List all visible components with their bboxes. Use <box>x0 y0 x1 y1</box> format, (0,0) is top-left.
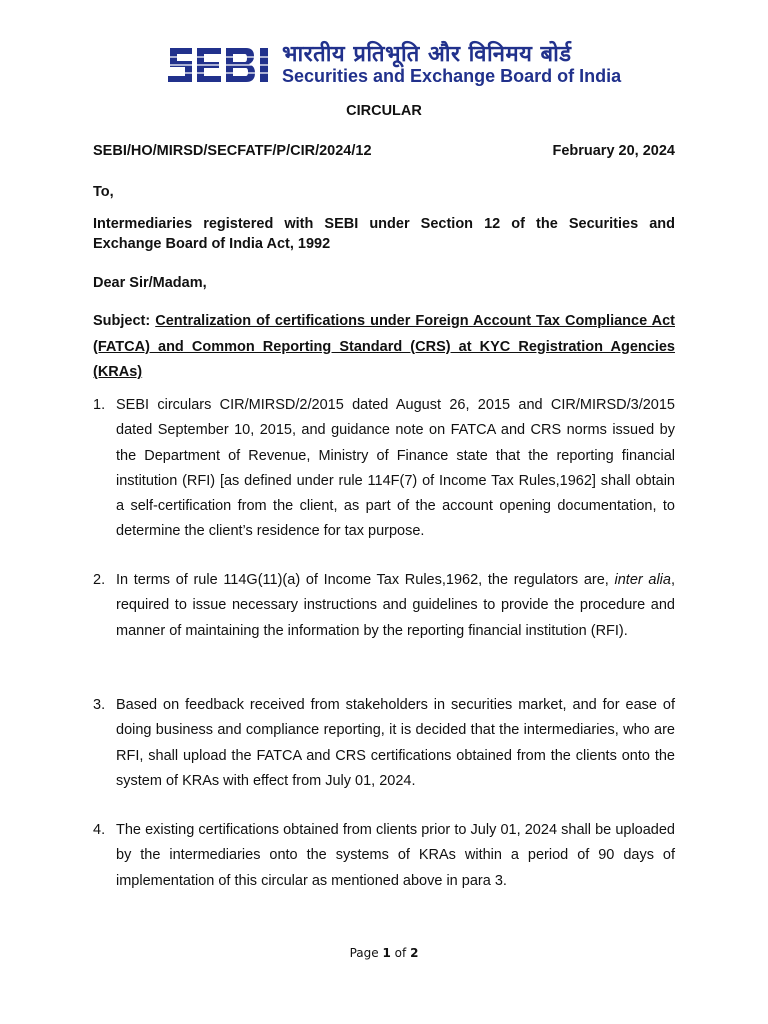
circular-date: February 20, 2024 <box>552 143 675 159</box>
hindi-org-name: भारतीय प्रतिभूति और विनिमय बोर्ड <box>282 42 572 67</box>
paragraph-text: SEBI circulars CIR/MIRSD/2/2015 dated August 26, 2015 and CIR/MIRSD/3/2015 dated September 10, 2015, and guidance note on FATCA and CRS norms issued by the Department of Revenue, Ministry of Finance state that the reporting financial institution (RFI) [as defined under rule 114F(7) of Income Tax Rules,1962] shall obtain a self-certification from the client, as part of the account opening documentation, to determine the client’s residence for tax purpose. <box>116 397 675 540</box>
paragraph-text <box>116 568 675 644</box>
paragraph-3 <box>93 693 675 794</box>
to-label: To, <box>93 184 114 200</box>
page-footer <box>0 946 768 960</box>
paragraph-4 <box>93 818 675 894</box>
sebi-logo-mark-icon <box>166 44 274 88</box>
total-page-count: 2 <box>410 946 419 960</box>
addressee: Intermediaries registered with SEBI under Section 12 of the Securities and Exchange Board of India Act, 1992 <box>93 216 675 252</box>
subject-text: Centralization of certifications under Foreign Account Tax Compliance Act (FATCA) and Common Reporting Standard (CRS) at KYC Registration Agencies (KRAs) <box>93 313 675 380</box>
paragraph-text-end: , required to issue necessary instructions and guidelines to provide the procedure and manner of maintaining the information by the reporting financial institution (RFI). <box>116 572 676 639</box>
subject-label: Subject: <box>93 313 151 329</box>
subject-line <box>93 309 675 386</box>
page-word: Page <box>349 946 379 960</box>
paragraph-1 <box>93 393 675 545</box>
paragraph-2 <box>93 568 675 644</box>
paragraph-text: Based on feedback received from stakeholders in securities market, and for ease of doing business and compliance reporting, it is decided that the intermediaries, who are RFI, shall upload the FATCA and CRS certifications obtained from the clients onto the system of KRAs with effect from July 01, 2024. <box>116 697 675 789</box>
paragraph-text: The existing certifications obtained from clients prior to July 01, 2024 shall be uploaded by the intermediaries onto the systems of KRAs within a period of 90 days of implementation of this circular as mentioned above in para 3. <box>116 822 675 889</box>
english-org-name: Securities and Exchange Board of India <box>282 66 622 86</box>
paragraph-number: 2. <box>93 572 106 588</box>
paragraph-text-italic: inter alia <box>614 572 671 588</box>
paragraph-number: 3. <box>93 697 106 713</box>
of-word: of <box>394 946 407 960</box>
reference-row <box>93 143 675 159</box>
current-page-number: 1 <box>382 946 391 960</box>
circular-title: CIRCULAR <box>346 103 422 119</box>
sebi-logo <box>166 42 622 90</box>
salutation: Dear Sir/Madam, <box>93 275 207 291</box>
paragraph-number: 1. <box>93 397 106 413</box>
circular-reference-number: SEBI/HO/MIRSD/SECFATF/P/CIR/2024/12 <box>93 143 372 159</box>
paragraph-number: 4. <box>93 822 106 838</box>
paragraph-text-start: In terms of rule 114G(11)(a) of Income Tax Rules,1962, the regulators are, <box>116 572 615 588</box>
